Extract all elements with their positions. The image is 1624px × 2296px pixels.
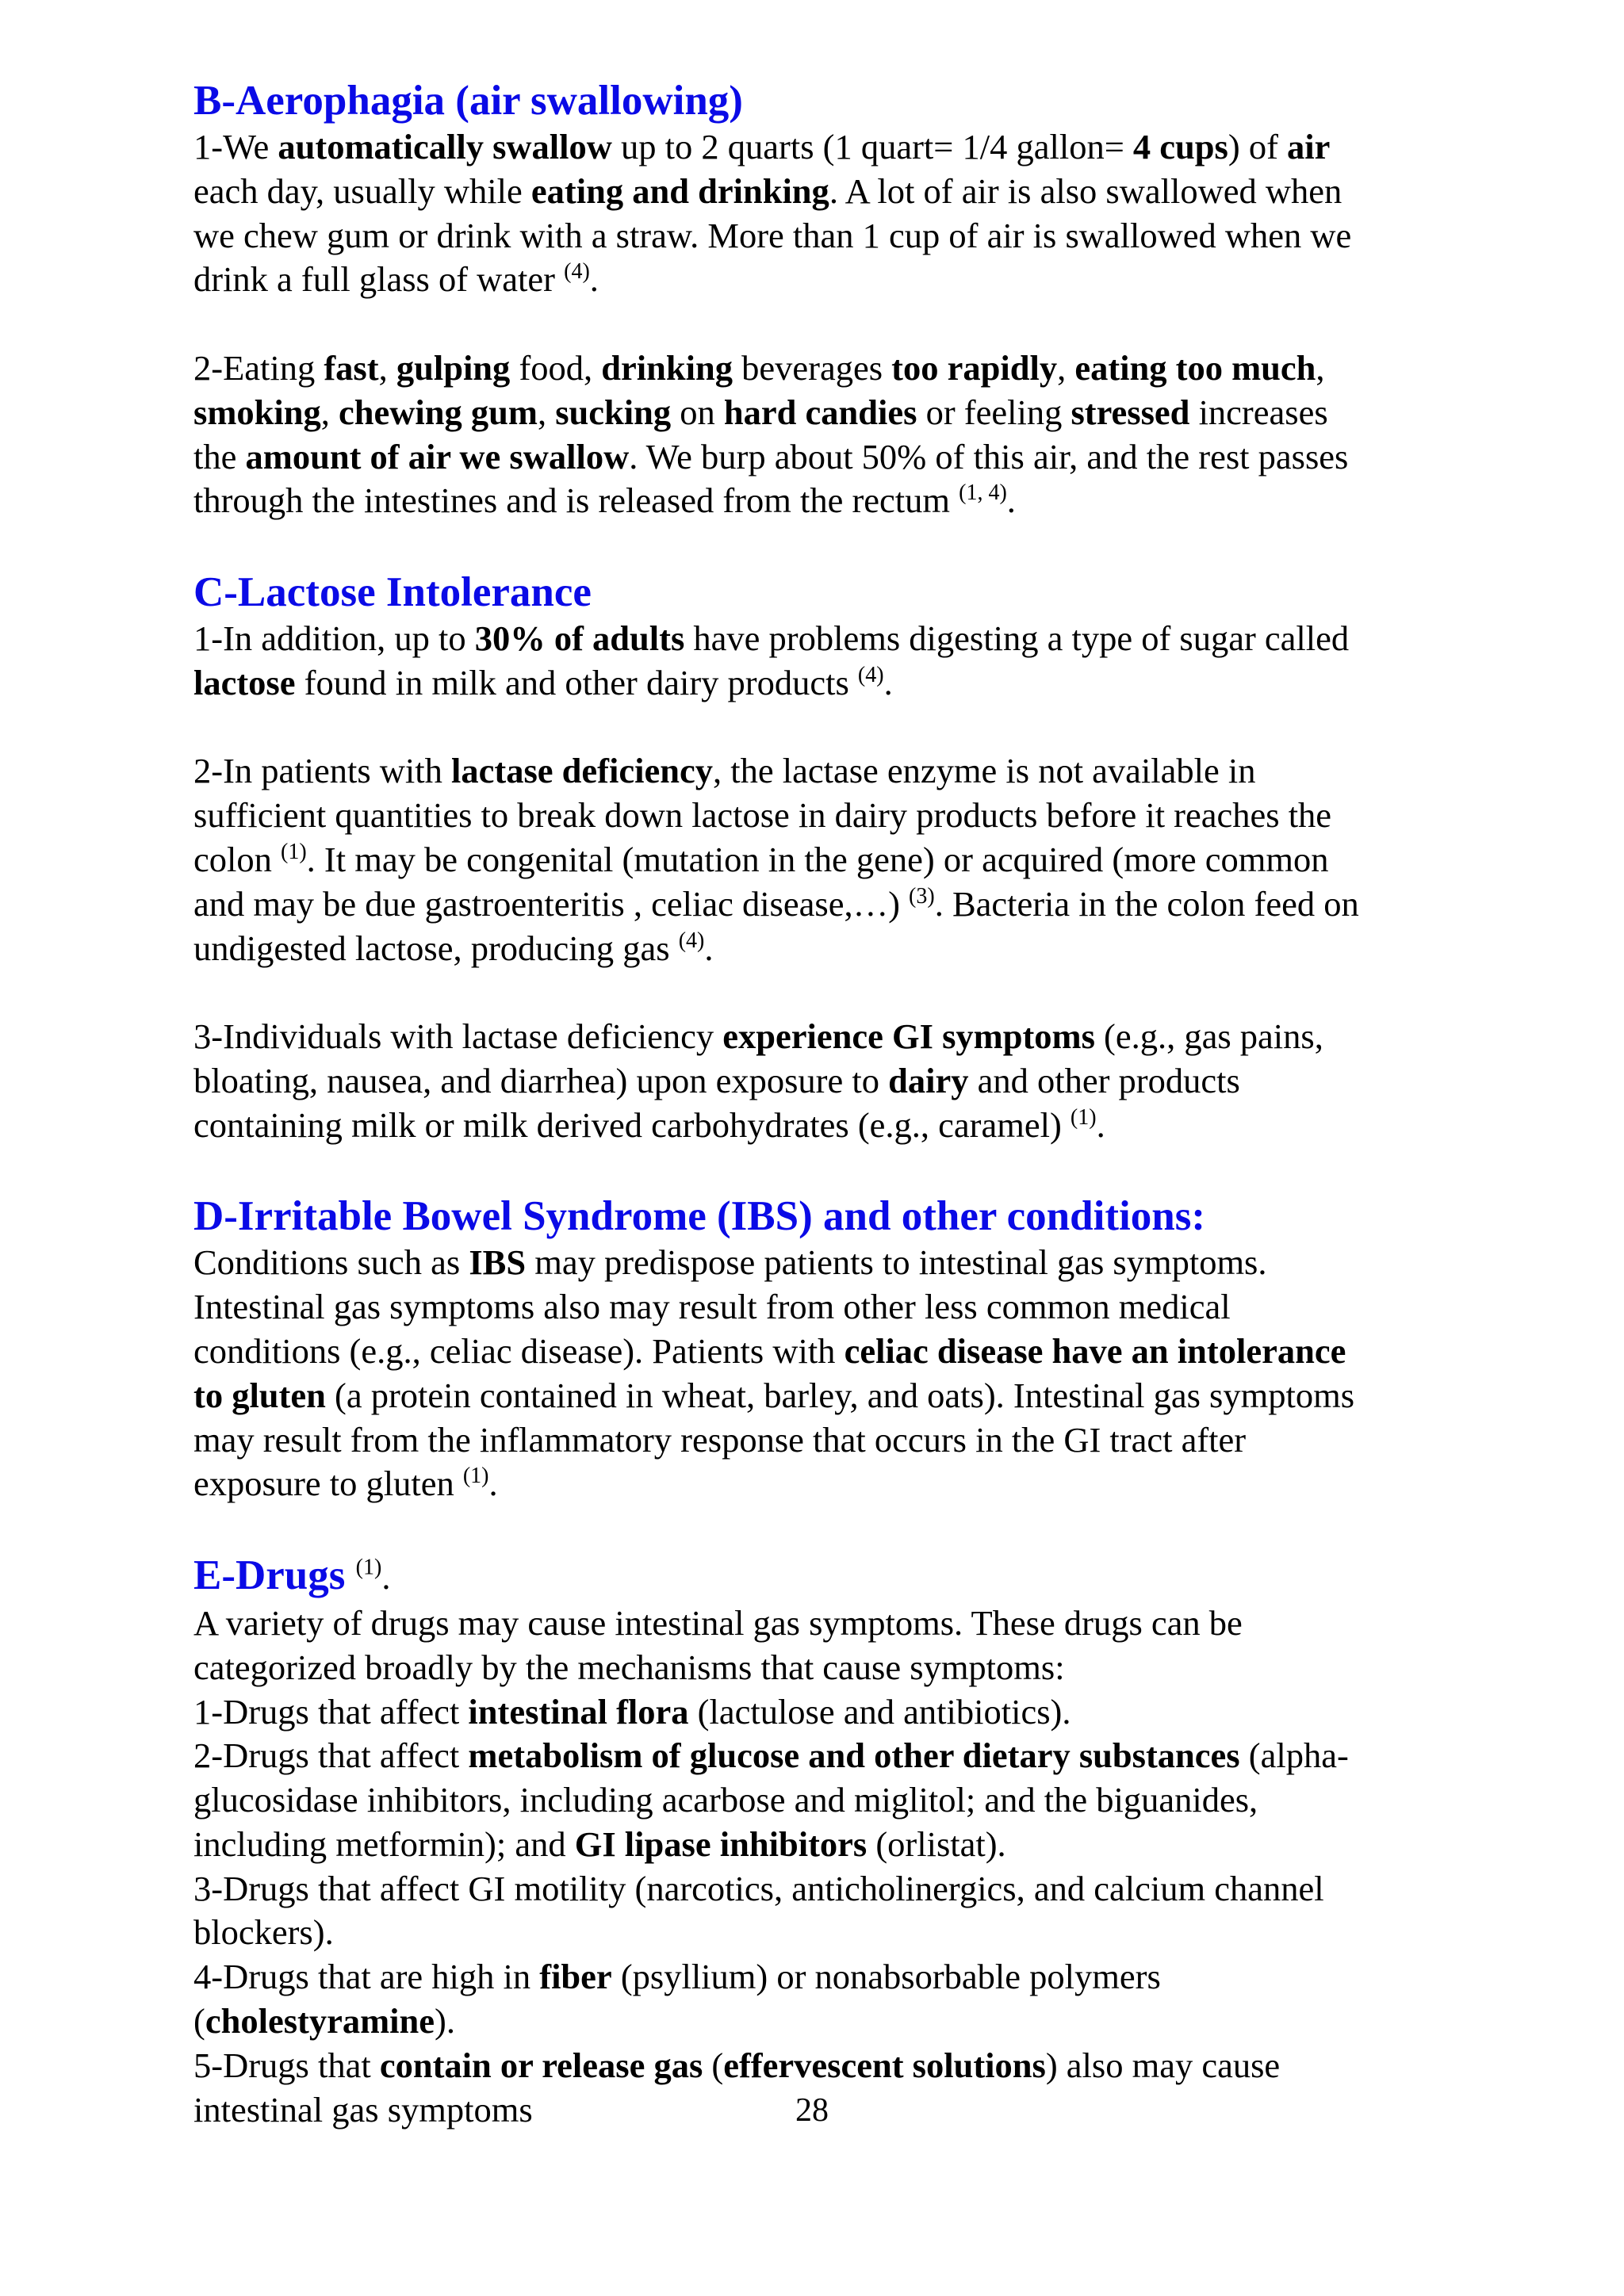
section: [193, 1192, 1494, 1551]
text-line: [193, 2044, 1494, 2088]
text-line: [193, 1601, 1494, 1646]
text-run: (: [703, 2045, 724, 2085]
reference-marker: (1): [462, 1464, 489, 1489]
section-heading-text: C-Lactose Intolerance: [193, 568, 592, 615]
text-run: . Bacteria in the colon feed on: [934, 883, 1359, 924]
text-run: the: [193, 436, 246, 476]
reference-marker: (4): [857, 662, 884, 687]
text-run: ) also may cause: [1045, 2045, 1281, 2085]
text-line: [193, 1778, 1494, 1823]
text-line: [193, 1911, 1494, 1955]
bold-term: cholestyramine: [205, 2001, 435, 2042]
text-run: .: [1006, 480, 1016, 521]
text-run: 1-We: [193, 127, 278, 166]
section-heading: E-Drugs $^{(1)}$.: [193, 1552, 391, 1598]
text-line: [193, 1059, 1494, 1104]
text-line: [193, 1104, 1494, 1148]
reference-marker: (1, 4): [959, 480, 1007, 506]
text-run: glucosidase inhibitors, including acarbose and miglitol; and the biguanides,: [193, 1780, 1258, 1820]
section-heading: [193, 1192, 1494, 1241]
text-run: Conditions such as: [193, 1242, 469, 1283]
section-heading: [193, 76, 1494, 125]
text-line: [193, 479, 1494, 523]
bold-term: automatically swallow: [278, 127, 612, 166]
text-run: found in milk and other dairy products: [295, 662, 858, 702]
text-line: [193, 661, 1494, 706]
bold-term: to gluten: [193, 1375, 326, 1415]
text-run: we chew gum or drink with a straw. More than 1 cup of air is swallowed when we: [193, 215, 1352, 255]
text-line: [193, 1999, 1494, 2044]
text-line: [193, 1646, 1494, 1690]
text-line: [193, 1330, 1494, 1374]
reference-marker: (3): [909, 883, 935, 909]
text-line: [193, 927, 1494, 971]
text-line: [193, 258, 1494, 302]
text-run: . We burp about 50% of this air, and the rest passes: [629, 436, 1349, 476]
text-line: [193, 1462, 1494, 1506]
bold-term: fast: [324, 347, 379, 388]
text-line: [193, 170, 1494, 214]
text-run: (a protein contained in wheat, barley, and oats). Intestinal gas symptoms: [325, 1375, 1355, 1415]
text-run: .: [1096, 1104, 1105, 1145]
text-line: [193, 435, 1494, 480]
bold-term: drinking: [601, 347, 733, 388]
text-line: [193, 1241, 1494, 1285]
text-run: sufficient quantities to break down lactose in dairy products before it reaches the: [193, 795, 1332, 836]
text-run: categorized broadly by the mechanisms that cause symptoms:: [193, 1647, 1065, 1687]
bold-term: smoking: [193, 392, 321, 432]
text-line: [193, 1418, 1494, 1463]
text-line: [193, 1285, 1494, 1330]
text-run: (e.g., gas pains,: [1094, 1016, 1323, 1057]
text-line: [193, 1374, 1494, 1418]
text-run: A variety of drugs may cause intestinal gas symptoms. These drugs can be: [193, 1602, 1243, 1643]
text-run: 3-Individuals with lactase deficiency: [193, 1016, 723, 1057]
section: [193, 568, 1494, 1192]
text-run: undigested lactose, producing gas: [193, 928, 679, 968]
text-run: have problems digesting a type of sugar called: [684, 618, 1350, 658]
reference-marker: (4): [678, 928, 705, 953]
text-run: through the intestines and is released from the rectum: [193, 480, 959, 521]
text-run: bloating, nausea, and diarrhea) upon exposure to: [193, 1060, 889, 1100]
bold-term: 30% of adults: [474, 618, 685, 658]
paragraph-gap: [193, 970, 1494, 1015]
text-run: colon: [193, 839, 281, 879]
reference-marker: (1): [1070, 1104, 1097, 1130]
text-run: .: [883, 662, 893, 702]
text-run: . A lot of air is also swallowed when: [829, 170, 1342, 211]
text-run: on: [671, 392, 724, 432]
text-line: [193, 391, 1494, 435]
text-run: (alpha-: [1239, 1735, 1349, 1776]
text-run: each day, usually while: [193, 170, 531, 211]
text-run: including metformin); and: [193, 1823, 575, 1864]
text-run: .: [488, 1464, 498, 1504]
text-run: ,: [1057, 347, 1075, 388]
text-run: 1-Drugs that affect: [193, 1691, 469, 1732]
text-run: and may be due gastroenteritis , celiac disease,…): [193, 883, 910, 924]
text-line: [193, 125, 1494, 170]
text-line: [193, 1734, 1494, 1778]
bold-term: air: [1287, 127, 1331, 166]
text-run: . It may be congenital (mutation in the gene) or acquired (more common: [306, 839, 1329, 879]
text-run: intestinal gas symptoms: [193, 2089, 533, 2130]
text-line: [193, 882, 1494, 927]
document-body: [193, 76, 1494, 2132]
reference-marker: (1): [281, 840, 307, 865]
text-run: 2-Eating: [193, 347, 324, 388]
paragraph-gap: [193, 1506, 1494, 1551]
text-run: (lactulose and antibiotics).: [688, 1691, 1071, 1732]
text-run: Intestinal gas symptoms also may result from other less common medical: [193, 1287, 1231, 1327]
text-run: ).: [435, 2001, 455, 2042]
text-run: up to 2 quarts (1 quart= 1/4 gallon=: [611, 127, 1133, 166]
text-run: or feeling: [917, 392, 1071, 432]
text-run: blockers).: [193, 1912, 334, 1953]
text-line: [193, 1015, 1494, 1059]
text-run: drink a full glass of water: [193, 259, 565, 300]
section: [193, 1551, 1494, 2133]
text-line: [193, 346, 1494, 391]
text-run: , the lactase enzyme is not available in: [712, 751, 1256, 791]
bold-term: IBS: [469, 1242, 527, 1283]
text-run: containing milk or milk derived carbohydrates (e.g., caramel): [193, 1104, 1071, 1145]
bold-term: chewing gum: [339, 392, 538, 432]
text-line: [193, 1823, 1494, 1867]
paragraph-gap: [193, 523, 1494, 568]
text-line: [193, 617, 1494, 661]
text-run: beverages: [733, 347, 892, 388]
text-run: 2-In patients with: [193, 751, 452, 791]
bold-term: too rapidly: [891, 347, 1058, 388]
bold-term: stressed: [1071, 392, 1190, 432]
bold-term: amount of air we swallow: [245, 436, 630, 476]
bold-term: contain or release gas: [379, 2045, 703, 2085]
bold-term: sucking: [555, 392, 672, 432]
section-heading-text: E-Drugs: [193, 1552, 346, 1598]
bold-term: eating too much: [1074, 347, 1316, 388]
text-run: ) of: [1228, 127, 1288, 166]
text-run: 1-In addition, up to: [193, 618, 475, 658]
text-run: (: [193, 2001, 205, 2042]
text-line: [193, 214, 1494, 258]
bold-term: experience GI symptoms: [722, 1016, 1095, 1057]
text-run: exposure to gluten: [193, 1464, 463, 1504]
bold-term: metabolism of glucose and other dietary substances: [468, 1735, 1240, 1776]
reference-marker: (1): [355, 1555, 382, 1580]
text-line: [193, 1690, 1494, 1735]
bold-term: fiber: [539, 1957, 612, 1997]
text-line: [193, 794, 1494, 838]
bold-term: effervescent solutions: [723, 2045, 1046, 2085]
bold-term: GI lipase inhibitors: [574, 1823, 868, 1864]
text-run: food,: [510, 347, 602, 388]
text-line: [193, 838, 1494, 882]
text-run: ,: [537, 392, 556, 432]
bold-term: lactase deficiency: [451, 751, 713, 791]
text-run: (orlistat).: [867, 1823, 1006, 1864]
section-heading: [193, 568, 1494, 617]
bold-term: eating and drinking: [530, 170, 829, 211]
text-run: .: [704, 928, 714, 968]
section-heading-text: B-Aerophagia (air swallowing): [193, 78, 743, 124]
text-run: may predispose patients to intestinal gas symptoms.: [526, 1242, 1267, 1283]
bold-term: 4 cups: [1132, 127, 1228, 166]
text-run: conditions (e.g., celiac disease). Patients with: [193, 1330, 845, 1371]
bold-term: gulping: [396, 347, 511, 388]
text-run: increases: [1189, 392, 1328, 432]
text-run: 4-Drugs that are high in: [193, 1957, 540, 1997]
text-run: and other products: [968, 1060, 1240, 1100]
section-heading-text: D-Irritable Bowel Syndrome (IBS) and other conditions:: [193, 1193, 1205, 1240]
text-run: 5-Drugs that: [193, 2045, 380, 2085]
paragraph-gap: [193, 302, 1494, 346]
bold-term: hard candies: [723, 392, 917, 432]
text-run: 2-Drugs that affect: [193, 1735, 469, 1776]
text-run: .: [589, 259, 599, 300]
text-run: ,: [320, 392, 339, 432]
page-number: 28: [795, 2092, 829, 2129]
text-line: [193, 749, 1494, 794]
text-run: (psyllium) or nonabsorbable polymers: [611, 1957, 1161, 1997]
text-run: ,: [378, 347, 396, 388]
bold-term: dairy: [888, 1060, 969, 1100]
bold-term: intestinal flora: [468, 1691, 689, 1732]
reference-marker: (4): [564, 259, 590, 285]
text-line: [193, 1867, 1494, 1911]
text-run: may result from the inflammatory response that occurs in the GI tract after: [193, 1419, 1247, 1460]
paragraph-gap: [193, 706, 1494, 750]
section: [193, 76, 1494, 568]
bold-term: lactose: [193, 662, 296, 702]
text-run: ,: [1316, 347, 1325, 388]
paragraph-gap: [193, 1148, 1494, 1192]
text-run: 3-Drugs that affect GI motility (narcotics, anticholinergics, and calcium channel: [193, 1868, 1324, 1908]
text-line: [193, 1955, 1494, 1999]
bold-term: celiac disease have an intolerance: [844, 1330, 1346, 1371]
